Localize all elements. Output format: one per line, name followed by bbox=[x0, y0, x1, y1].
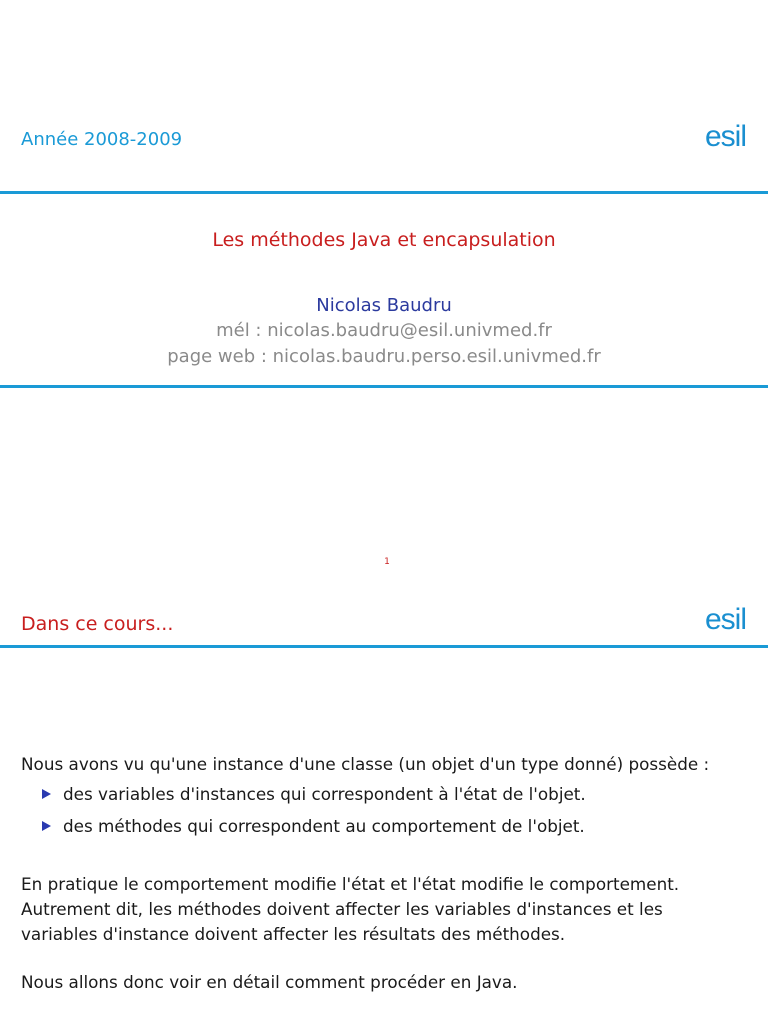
paragraph-line: En pratique le comportement modifie l'état et l'état modifie le comportement. bbox=[21, 874, 680, 894]
bullet-text: des méthodes qui correspondent au comportement de l'objet. bbox=[63, 816, 585, 836]
closing-text: Nous allons donc voir en détail comment procéder en Java. bbox=[21, 972, 518, 992]
author-website: page web : nicolas.baudru.perso.esil.univmed.fr bbox=[167, 346, 601, 367]
paragraph-line: variables d'instance doivent affecter les résultats des méthodes. bbox=[21, 924, 566, 944]
triangle-bullet-icon bbox=[42, 789, 51, 799]
esil-logo: esil bbox=[704, 603, 746, 636]
author-email: mél : nicolas.baudru@esil.univmed.fr bbox=[216, 320, 552, 341]
triangle-bullet-icon bbox=[42, 821, 51, 831]
paragraph-line: Autrement dit, les méthodes doivent affecter les variables d'instances et les bbox=[21, 899, 663, 919]
esil-logo: esil bbox=[704, 120, 746, 153]
page-number: 1 bbox=[384, 557, 390, 567]
academic-year: Année 2008-2009 bbox=[21, 129, 183, 150]
author-name: Nicolas Baudru bbox=[316, 295, 452, 316]
footer-rule bbox=[0, 385, 768, 388]
slide-title: Dans ce cours... bbox=[21, 613, 174, 635]
intro-text: Nous avons vu qu'une instance d'une classe (un objet d'un type donné) possède : bbox=[21, 754, 710, 774]
bullet-text: des variables d'instances qui correspondent à l'état de l'objet. bbox=[63, 784, 586, 804]
header-rule bbox=[0, 191, 768, 194]
header-rule bbox=[0, 645, 768, 648]
presentation-title: Les méthodes Java et encapsulation bbox=[212, 229, 556, 251]
